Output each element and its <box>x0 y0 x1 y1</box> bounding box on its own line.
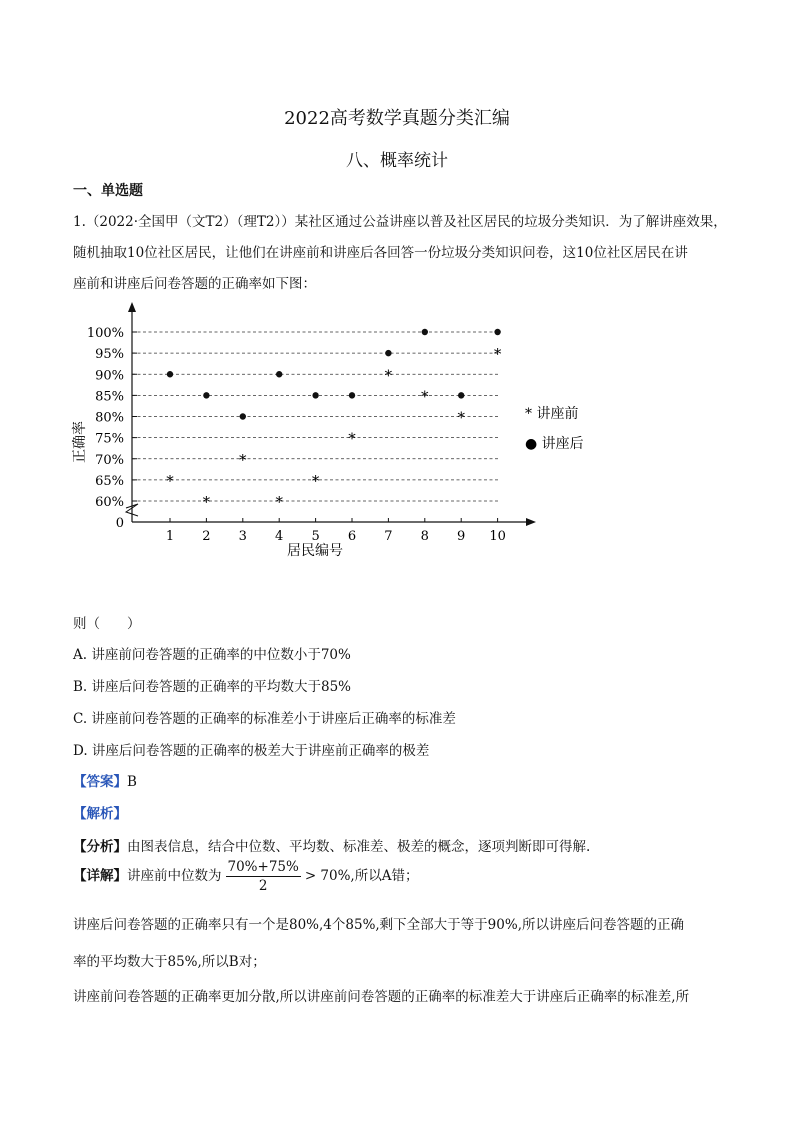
detail-line <box>73 858 418 895</box>
before-point-2: * <box>202 493 211 511</box>
before-point-3: * <box>239 450 247 469</box>
x-axis-label: 居民编号 <box>287 543 343 559</box>
detail-pre: 讲座前中位数为 <box>127 868 222 884</box>
x-tick-2: 2 <box>202 529 211 544</box>
y-tick-100%: 100% <box>86 326 124 341</box>
median-fraction <box>226 858 301 895</box>
fenxi-text: 由图表信息，结合中位数、平均数、标准差、极差的概念，逐项判断即可得解. <box>127 839 591 855</box>
y-tick-70%: 70% <box>95 452 124 468</box>
y-axis-arrow <box>128 302 136 312</box>
detail-b-line-2: 率的平均数大于85%,所以B对； <box>73 954 266 970</box>
after-point-2 <box>203 392 209 398</box>
option-d[interactable]: D. 讲座后问卷答题的正确率的极差大于讲座前正确率的极差 <box>73 743 430 759</box>
question-prompt: 则（ ） <box>73 616 141 632</box>
x-tick-labels <box>166 529 506 544</box>
after-point-3 <box>240 413 246 419</box>
x-tick-5: 5 <box>311 529 320 544</box>
y-tick-75%: 75% <box>95 431 124 447</box>
detail-tag: 【详解】 <box>73 868 127 884</box>
before-point-9: * <box>457 408 465 427</box>
doc-subtitle: 八、概率统计 <box>346 151 448 171</box>
fraction-denominator: 2 <box>258 878 268 894</box>
x-tick-9: 9 <box>457 529 466 544</box>
before-point-7: * <box>384 366 393 385</box>
before-point-5: * <box>311 471 320 490</box>
option-a[interactable]: A. 讲座前问卷答题的正确率的中位数小于70% <box>73 647 351 663</box>
after-point-9 <box>458 392 464 398</box>
x-tick-4: 4 <box>275 529 284 544</box>
after-point-1 <box>167 371 173 377</box>
after-point-5 <box>312 392 318 398</box>
fraction-numerator: 70%+75% <box>227 859 299 875</box>
before-point-8: * <box>421 387 429 406</box>
y-tick-0: 0 <box>115 516 124 531</box>
fenxi-tag: 【分析】 <box>73 839 127 855</box>
before-point-4: * <box>275 493 283 511</box>
legend <box>525 406 584 452</box>
data-marks <box>166 329 502 511</box>
y-tick-labels <box>87 326 124 531</box>
option-c[interactable]: C. 讲座前问卷答题的正确率的标准差小于讲座后正确率的标准差 <box>73 711 456 727</box>
after-point-4 <box>276 371 282 377</box>
y-tick-60%: 60% <box>95 495 124 510</box>
before-point-10: * <box>493 345 502 364</box>
question-line-3: 座前和讲座后问卷答题的正确率如下图： <box>73 276 316 292</box>
doc-title: 2022高考数学真题分类汇编 <box>284 108 510 129</box>
analysis-label: 【解析】 <box>73 806 127 822</box>
before-point-1: * <box>166 471 174 490</box>
after-point-7 <box>385 350 391 356</box>
analysis-tag <box>73 802 127 822</box>
x-tick-8: 8 <box>420 529 429 544</box>
after-point-8 <box>422 329 428 335</box>
x-tick-10: 10 <box>489 529 506 544</box>
after-point-10 <box>494 329 500 335</box>
x-tick-3: 3 <box>238 529 247 544</box>
scatter-chart <box>60 300 620 570</box>
detail-post: > 70%,所以A错； <box>304 868 419 884</box>
x-tick-6: 6 <box>347 529 357 544</box>
legend-after: ● 讲座后 <box>525 436 584 452</box>
x-axis-arrow <box>526 518 536 526</box>
before-point-6: * <box>348 429 356 448</box>
section-heading: 一、单选题 <box>73 183 143 199</box>
y-axis-label: 正确率 <box>72 421 88 463</box>
y-tick-80%: 80% <box>95 410 124 426</box>
answer-tag: 【答案】 <box>73 774 127 790</box>
chart-axes <box>126 302 536 526</box>
after-point-6 <box>349 392 355 398</box>
option-b[interactable]: B. 讲座后问卷答题的正确率的平均数大于85% <box>73 679 352 695</box>
y-tick-95%: 95% <box>95 347 124 363</box>
legend-before: * 讲座前 <box>525 406 579 422</box>
question-line-2: 随机抽取10位社区居民，让他们在讲座前和讲座后各回答一份垃圾分类知识问卷，这10位社区居民在讲 <box>73 245 688 261</box>
detail-c-line-1: 讲座前问卷答题的正确率更加分散,所以讲座前问卷答题的正确率的标准差大于讲座后正确率的标准差,所 <box>73 989 690 1005</box>
answer-value: B <box>127 774 137 790</box>
y-tick-65%: 65% <box>95 473 124 489</box>
y-tick-90%: 90% <box>95 368 124 384</box>
question-line-1: 1.（2022·全国甲（文T2）（理T2））某社区通过公益讲座以普及社区居民的垃圾分类知识．为了解讲座效果， <box>73 214 727 230</box>
detail-b-line-1: 讲座后问卷答题的正确率只有一个是80%,4个85%,剩下全部大于等于90%,所以讲座后问卷答题的正确 <box>73 917 684 933</box>
y-tick-85%: 85% <box>95 389 124 405</box>
x-tick-7: 7 <box>384 529 393 544</box>
x-tick-1: 1 <box>165 529 175 544</box>
answer-line <box>73 770 137 790</box>
fenxi-line <box>73 835 590 855</box>
